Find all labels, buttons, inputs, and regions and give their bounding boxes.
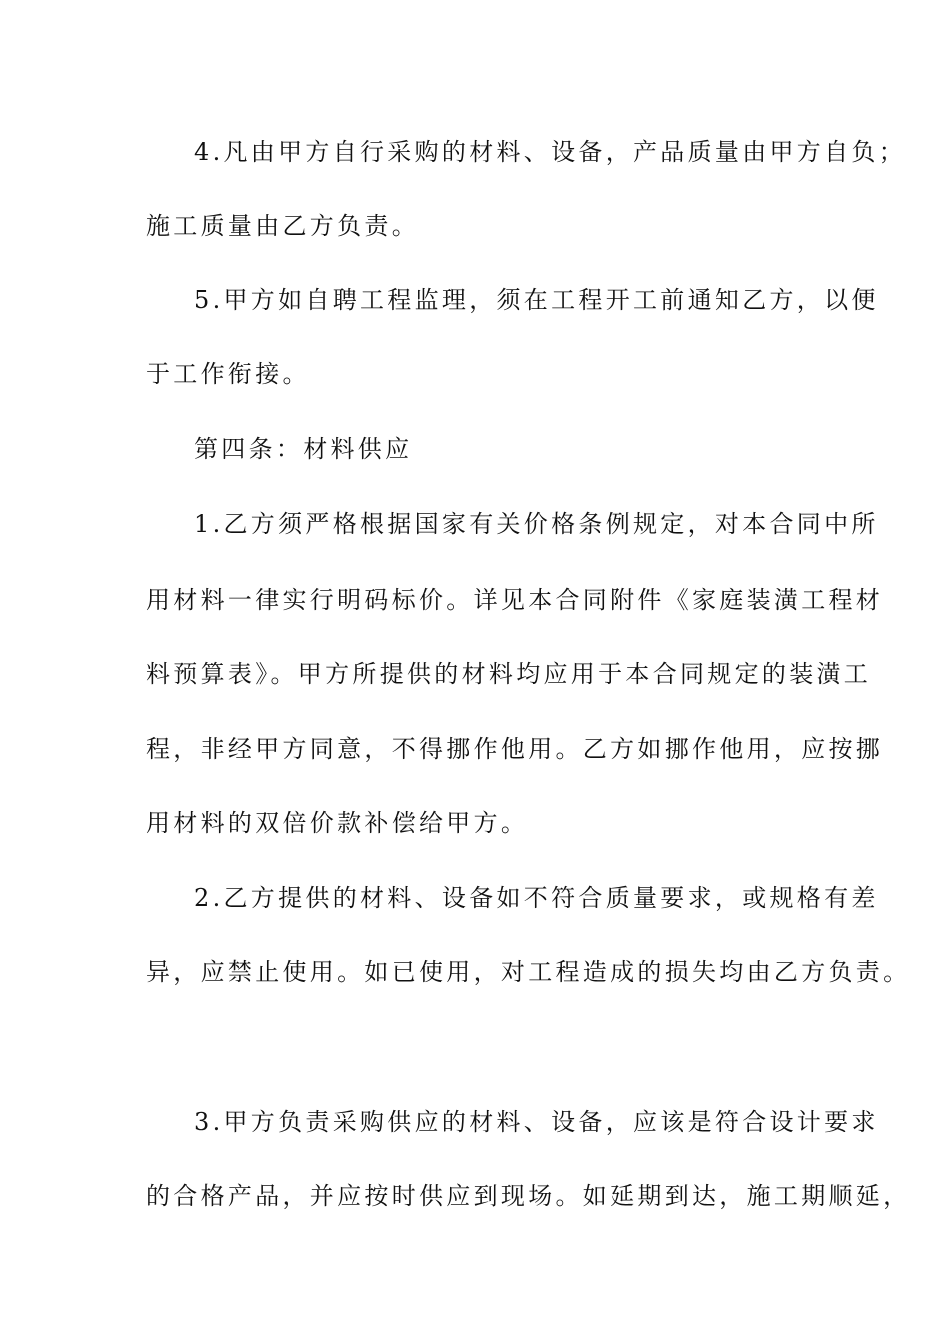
- item-2-line-1: 2.乙方提供的材料、设备如不符合质量要求，或规格有差: [194, 884, 879, 912]
- item-1-line-3: 料预算表》。甲方所提供的材料均应用于本合同规定的装潢工: [146, 660, 872, 688]
- item-3-line-1: 3.甲方负责采购供应的材料、设备，应该是符合设计要求: [194, 1108, 879, 1136]
- item-3-line-2: 的合格产品，并应按时供应到现场。如延期到达，施工期顺延，: [146, 1182, 911, 1210]
- item-1-line-1: 1.乙方须严格根据国家有关价格条例规定，对本合同中所: [194, 510, 879, 538]
- clause-5-line-1: 5.甲方如自聘工程监理，须在工程开工前通知乙方，以便: [194, 286, 879, 314]
- clause-4-line-2: 施工质量由乙方负责。: [146, 212, 419, 240]
- article-4-heading: 第四条：材料供应: [194, 435, 413, 463]
- clause-5-line-2: 于工作衔接。: [146, 360, 310, 388]
- item-1-line-4: 程，非经甲方同意，不得挪作他用。乙方如挪作他用，应按挪: [146, 735, 884, 763]
- clause-4-line-1: 4.凡由甲方自行采购的材料、设备，产品质量由甲方自负；: [194, 138, 906, 166]
- item-2-line-2: 异，应禁止使用。如已使用，对工程造成的损失均由乙方负责。: [146, 958, 911, 986]
- item-1-line-5: 用材料的双倍价款补偿给甲方。: [146, 809, 529, 837]
- item-1-line-2: 用材料一律实行明码标价。详见本合同附件《家庭装潢工程材: [146, 586, 884, 614]
